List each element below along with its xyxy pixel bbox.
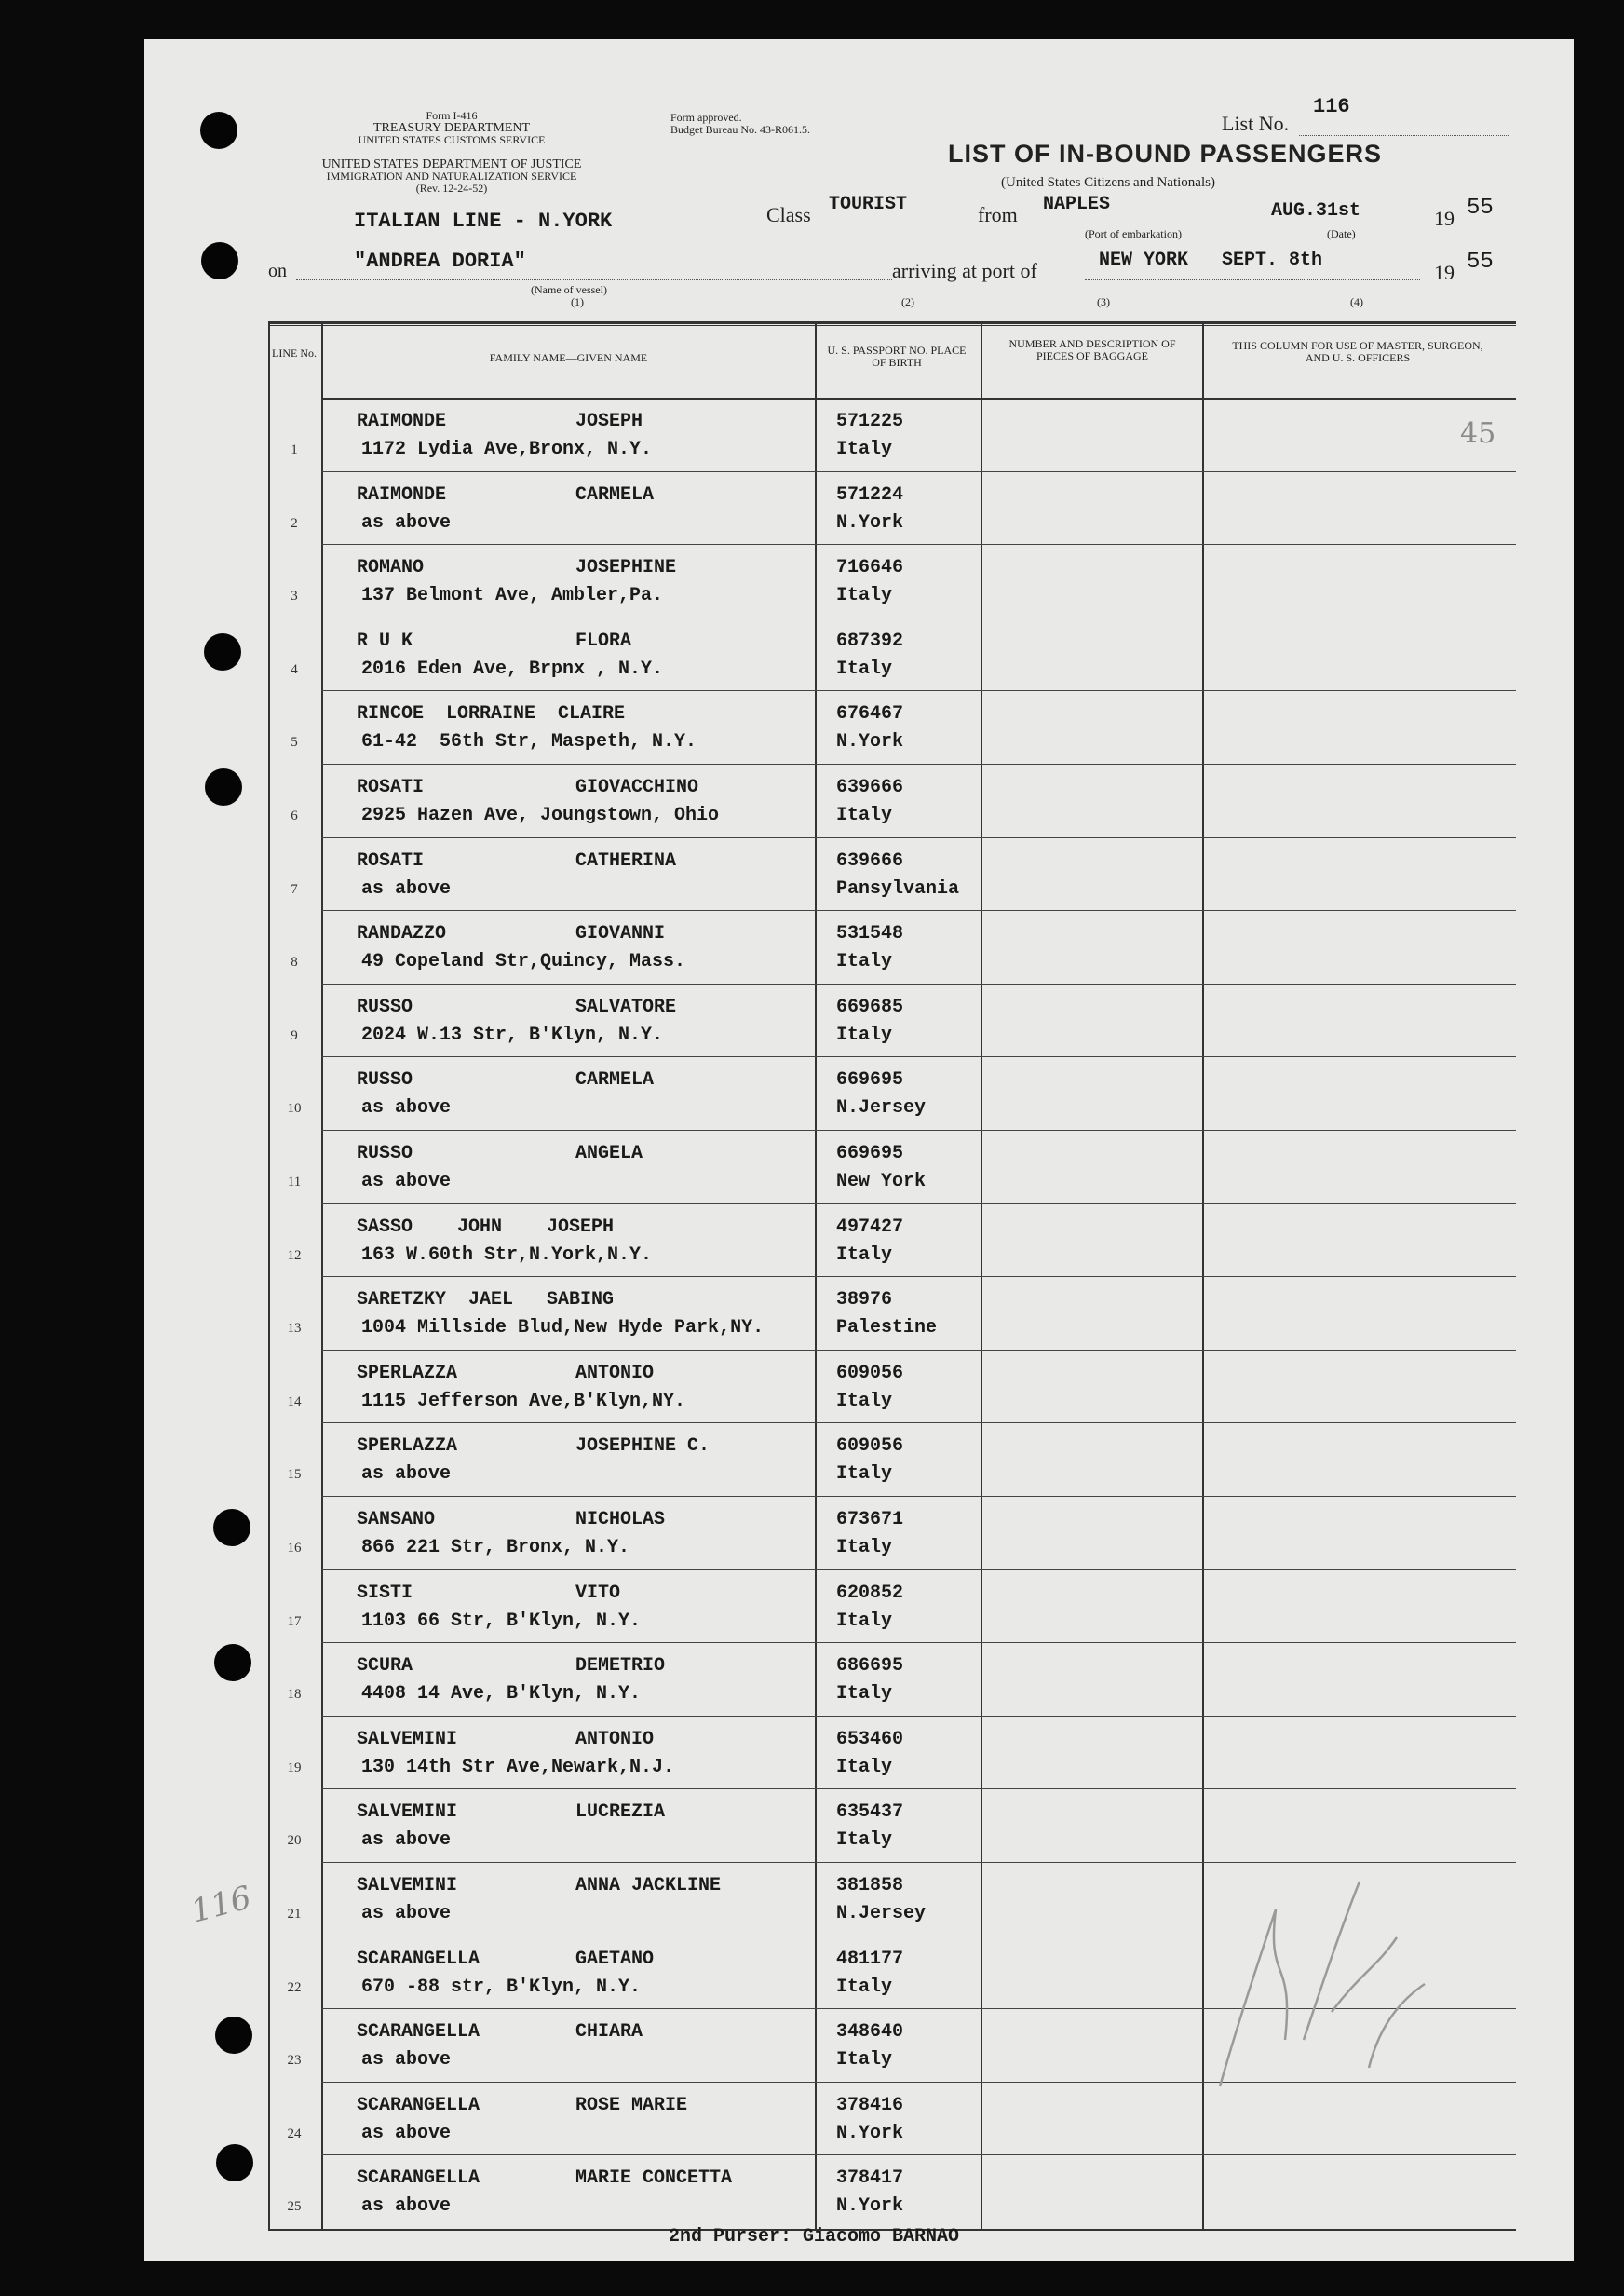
address: 2016 Eden Ave, Brpnx , N.Y. — [361, 658, 664, 680]
place-of-birth: N.Jersey — [836, 1903, 927, 1924]
table-row — [268, 1716, 1516, 1789]
address: 163 W.60th Str,N.York,N.Y. — [361, 1243, 653, 1266]
place-of-birth: Italy — [836, 1390, 893, 1412]
address: 866 221 Str, Bronx, N.Y. — [361, 1537, 630, 1558]
family-name: RAIMONDE — [357, 411, 447, 432]
family-name: SALVEMINI — [357, 1801, 458, 1824]
family-name: R U K — [357, 630, 413, 652]
col-number-2: (2) — [901, 295, 914, 308]
given-name: CHIARA — [575, 2021, 643, 2044]
address: as above — [361, 1171, 452, 1192]
address: as above — [361, 1463, 452, 1486]
table-row — [268, 398, 1516, 471]
vessel-line — [296, 279, 892, 280]
address: as above — [361, 2195, 452, 2218]
passport-number: 673671 — [836, 1509, 904, 1530]
place-of-birth: Italy — [836, 1243, 893, 1266]
passport-number: 639666 — [836, 849, 904, 872]
address: as above — [361, 877, 452, 900]
address: 1004 Millside Blud,New Hyde Park,NY. — [361, 1317, 765, 1339]
place-of-birth: Italy — [836, 439, 893, 460]
address: 49 Copeland Str,Quincy, Mass. — [361, 951, 686, 973]
family-name: ROMANO — [357, 557, 425, 579]
shipping-line: ITALIAN LINE - N.YORK — [354, 210, 613, 233]
given-name: JOSEPHINE — [575, 557, 677, 579]
address: 2925 Hazen Ave, Joungstown, Ohio — [361, 805, 720, 826]
form-approval — [670, 112, 810, 136]
header-officers: THIS COLUMN FOR USE OF MASTER, SURGEON, AND U. S. OFFICERS — [1232, 339, 1483, 364]
line-number: 4 — [291, 661, 298, 677]
table-row — [268, 690, 1516, 764]
passport-number: 609056 — [836, 1435, 904, 1458]
family-name: SCARANGELLA — [357, 1948, 480, 1970]
date-caption: (Date) — [1327, 227, 1356, 240]
family-name: SALVEMINI — [357, 1728, 458, 1750]
list-number-line — [1299, 135, 1509, 136]
address: as above — [361, 1903, 452, 1924]
given-name: ANGELA — [575, 1143, 643, 1164]
address: 670 -88 str, B'Klyn, N.Y. — [361, 1976, 642, 1998]
table-row — [268, 1642, 1516, 1716]
line-number: 7 — [291, 881, 298, 897]
table-row — [268, 471, 1516, 545]
place-of-birth: Italy — [836, 805, 893, 826]
given-name: MARIE CONCETTA — [575, 2167, 733, 2190]
place-of-birth: Italy — [836, 1829, 893, 1852]
place-of-birth: Italy — [836, 1024, 893, 1046]
place-of-birth: Italy — [836, 658, 893, 680]
passport-number: 687392 — [836, 630, 904, 652]
given-name: ANTONIO — [575, 1728, 655, 1750]
family-name: SISTI — [357, 1582, 413, 1604]
header-passport: U. S. PASSPORT NO. PLACE OF BIRTH — [827, 344, 967, 369]
on-label: on — [268, 261, 287, 281]
line-number: 13 — [287, 1321, 302, 1337]
vessel-caption: (Name of vessel) — [531, 283, 607, 296]
address: as above — [361, 2122, 452, 2144]
passport-number: 716646 — [836, 557, 904, 579]
family-name: SASSO JOHN JOSEPH — [357, 1216, 615, 1238]
class-value: TOURIST — [829, 194, 908, 215]
passport-number: 38976 — [836, 1289, 893, 1311]
col-number-1: (1) — [571, 295, 584, 308]
family-name: RUSSO — [357, 996, 413, 1018]
line-number: 14 — [287, 1393, 302, 1409]
table-row — [268, 1276, 1516, 1350]
line-number: 15 — [287, 1467, 302, 1483]
binder-hole — [213, 1509, 250, 1546]
family-name: SARETZKY JAEL SABING — [357, 1289, 615, 1311]
line-number: 21 — [287, 1907, 302, 1922]
place-of-birth: Italy — [836, 1463, 893, 1486]
form-agency-block — [265, 110, 638, 146]
passport-number: 497427 — [836, 1216, 904, 1238]
place-of-birth: Italy — [836, 585, 893, 607]
table-row — [268, 1569, 1516, 1643]
table-row — [268, 1056, 1516, 1130]
place-of-birth: Italy — [836, 1976, 893, 1998]
address: 130 14th Str Ave,Newark,N.J. — [361, 1756, 675, 1778]
col-number-4: (4) — [1350, 295, 1363, 308]
given-name: CARMELA — [575, 1069, 655, 1092]
line-number: 2 — [291, 515, 298, 531]
from-value: NAPLES — [1043, 194, 1111, 215]
family-name: SANSANO — [357, 1509, 436, 1530]
line-number: 9 — [291, 1027, 298, 1043]
signature-purser: 2nd Purser: Giacomo BARNAO — [669, 2226, 960, 2248]
passport-number: 571225 — [836, 411, 904, 432]
table-row — [268, 1788, 1516, 1862]
address: as above — [361, 1097, 452, 1120]
table-row — [268, 1496, 1516, 1569]
passport-number: 639666 — [836, 777, 904, 798]
given-name: ROSE MARIE — [575, 2094, 688, 2116]
family-name: RANDAZZO — [357, 923, 447, 945]
given-name: GAETANO — [575, 1948, 655, 1970]
place-of-birth: Italy — [836, 1537, 893, 1558]
binder-hole — [200, 112, 237, 149]
binder-hole — [205, 768, 242, 806]
year-prefix-1: 19 — [1434, 207, 1455, 230]
port-caption: (Port of embarkation) — [1085, 227, 1182, 240]
given-name: GIOVANNI — [575, 923, 666, 945]
departure-date: AUG.31st — [1271, 200, 1361, 222]
passport-number: 609056 — [836, 1362, 904, 1384]
class-label: Class — [766, 203, 811, 226]
line-number: 12 — [287, 1247, 302, 1263]
address: as above — [361, 511, 452, 534]
table-row — [268, 1350, 1516, 1423]
line-number: 16 — [287, 1541, 302, 1556]
address: 1115 Jefferson Ave,B'Klyn,NY. — [361, 1390, 686, 1412]
given-name: SALVATORE — [575, 996, 677, 1018]
address: 61-42 56th Str, Maspeth, N.Y. — [361, 731, 697, 754]
place-of-birth: N.York — [836, 2195, 904, 2218]
justice-dept: UNITED STATES DEPARTMENT OF JUSTICE — [321, 157, 582, 171]
passport-number: 635437 — [836, 1801, 904, 1824]
place-of-birth: Italy — [836, 1610, 893, 1632]
passport-number: 669695 — [836, 1143, 904, 1164]
list-number-label: List No. — [1222, 112, 1290, 135]
place-of-birth: New York — [836, 1171, 927, 1192]
place-of-birth: Pansylvania — [836, 877, 960, 900]
place-of-birth: Palestine — [836, 1317, 938, 1339]
from-label: from — [978, 203, 1018, 226]
line-number: 10 — [287, 1101, 302, 1117]
place-of-birth: N.York — [836, 2122, 904, 2144]
line-number: 18 — [287, 1687, 302, 1703]
place-of-birth: Italy — [836, 2049, 893, 2072]
address: 4408 14 Ave, B'Klyn, N.Y. — [361, 1683, 642, 1705]
year-prefix-2: 19 — [1434, 261, 1455, 284]
passport-number: 653460 — [836, 1728, 904, 1750]
binder-hole — [216, 2144, 253, 2181]
year-2: 55 — [1467, 250, 1494, 275]
line-number: 25 — [287, 2199, 302, 2215]
given-name: CARMELA — [575, 483, 655, 506]
pencil-margin-116: 116 — [186, 1879, 255, 1931]
line-number: 20 — [287, 1833, 302, 1849]
table-row — [268, 1203, 1516, 1277]
customs-service: UNITED STATES CUSTOMS SERVICE — [358, 133, 546, 146]
line-number: 1 — [291, 442, 298, 457]
address: as above — [361, 2049, 452, 2072]
place-of-birth: N.York — [836, 511, 904, 534]
given-name: DEMETRIO — [575, 1655, 666, 1678]
line-number: 23 — [287, 2053, 302, 2069]
passport-number: 378416 — [836, 2094, 904, 2116]
header-line-no: LINE No. — [272, 346, 317, 360]
line-number: 17 — [287, 1613, 302, 1629]
address: as above — [361, 1829, 452, 1852]
passport-number: 620852 — [836, 1582, 904, 1604]
header-baggage: NUMBER AND DESCRIPTION OF PIECES OF BAGGAGE — [1008, 337, 1176, 362]
passport-number: 348640 — [836, 2021, 904, 2044]
line-number: 6 — [291, 808, 298, 823]
place-of-birth: Italy — [836, 951, 893, 973]
passport-number: 531548 — [836, 923, 904, 945]
given-name: CATHERINA — [575, 849, 677, 872]
pencil-annotation-45: 45 — [1460, 417, 1496, 450]
justice-block — [265, 158, 638, 195]
binder-hole — [201, 242, 238, 279]
line-number: 19 — [287, 1759, 302, 1775]
given-name: FLORA — [575, 630, 632, 652]
pencil-signature — [1183, 1854, 1462, 2133]
passport-number: 571224 — [836, 483, 904, 506]
line-number: 5 — [291, 735, 298, 751]
passport-number: 676467 — [836, 703, 904, 726]
address: 2024 W.13 Str, B'Klyn, N.Y. — [361, 1024, 664, 1046]
passport-number: 669695 — [836, 1069, 904, 1092]
arrival-port-date: NEW YORK SEPT. 8th — [1099, 250, 1323, 271]
family-name: SCARANGELLA — [357, 2021, 480, 2044]
budget-bureau: Budget Bureau No. 43-R061.5. — [670, 123, 810, 136]
given-name: JOSEPH — [575, 411, 643, 432]
table-row — [268, 1130, 1516, 1203]
given-name: NICHOLAS — [575, 1509, 666, 1530]
list-number: 116 — [1313, 95, 1350, 118]
line-number: 8 — [291, 955, 298, 971]
passport-number: 669685 — [836, 996, 904, 1018]
family-name: SPERLAZZA — [357, 1435, 458, 1458]
table-row — [268, 764, 1516, 837]
arriving-line — [1085, 279, 1420, 280]
vessel-name: "ANDREA DORIA" — [354, 250, 526, 273]
passport-number: 481177 — [836, 1948, 904, 1970]
table-row — [268, 984, 1516, 1057]
place-of-birth: N.Jersey — [836, 1097, 927, 1120]
family-name: SCURA — [357, 1655, 413, 1678]
given-name: VITO — [575, 1582, 621, 1604]
table-row — [268, 1422, 1516, 1496]
family-name: RINCOE LORRAINE CLAIRE — [357, 703, 626, 726]
passport-number: 686695 — [836, 1655, 904, 1678]
given-name: ANTONIO — [575, 1362, 655, 1384]
family-name: SPERLAZZA — [357, 1362, 458, 1384]
family-name: SALVEMINI — [357, 1875, 458, 1896]
family-name: ROSATI — [357, 849, 425, 872]
line-number: 3 — [291, 589, 298, 605]
given-name: LUCREZIA — [575, 1801, 666, 1824]
family-name: SCARANGELLA — [357, 2094, 480, 2116]
form-revision: (Rev. 12-24-52) — [415, 182, 488, 195]
form-approved: Form approved. — [670, 111, 742, 124]
family-name: SCARANGELLA — [357, 2167, 480, 2190]
given-name: JOSEPHINE C. — [575, 1435, 710, 1458]
col-number-3: (3) — [1097, 295, 1110, 308]
family-name: RUSSO — [357, 1069, 413, 1092]
document-title: LIST OF IN-BOUND PASSENGERS — [948, 140, 1383, 168]
family-name: RUSSO — [357, 1143, 413, 1164]
treasury-dept: TREASURY DEPARTMENT — [372, 121, 531, 135]
place-of-birth: Italy — [836, 1683, 893, 1705]
line-number: 11 — [287, 1175, 302, 1189]
table-row — [268, 837, 1516, 911]
line-number: 22 — [287, 1979, 302, 1995]
table-row — [268, 2154, 1516, 2228]
binder-hole — [214, 1644, 251, 1681]
header-family-name: FAMILY NAME—GIVEN NAME — [489, 351, 648, 364]
given-name: GIOVACCHINO — [575, 777, 699, 798]
arriving-label: arriving at port of — [892, 259, 1037, 282]
binder-hole — [204, 633, 241, 671]
address: 1172 Lydia Ave,Bronx, N.Y. — [361, 439, 653, 460]
family-name: ROSATI — [357, 777, 425, 798]
ins-service: IMMIGRATION AND NATURALIZATION SERVICE — [326, 170, 577, 183]
address: 137 Belmont Ave, Ambler,Pa. — [361, 585, 664, 607]
table-row — [268, 618, 1516, 691]
line-number: 24 — [287, 2126, 302, 2141]
document-subtitle: (United States Citizens and Nationals) — [1001, 175, 1215, 190]
passport-number: 381858 — [836, 1875, 904, 1896]
year-1: 55 — [1467, 196, 1494, 221]
binder-hole — [215, 2017, 252, 2054]
form-number: Form I-416 — [426, 109, 478, 122]
address: 1103 66 Str, B'Klyn, N.Y. — [361, 1610, 642, 1632]
place-of-birth: N.York — [836, 731, 904, 754]
given-name: ANNA JACKLINE — [575, 1875, 722, 1896]
table-row — [268, 544, 1516, 618]
passport-number: 378417 — [836, 2167, 904, 2190]
table-row — [268, 910, 1516, 984]
place-of-birth: Italy — [836, 1756, 893, 1778]
family-name: RAIMONDE — [357, 483, 447, 506]
